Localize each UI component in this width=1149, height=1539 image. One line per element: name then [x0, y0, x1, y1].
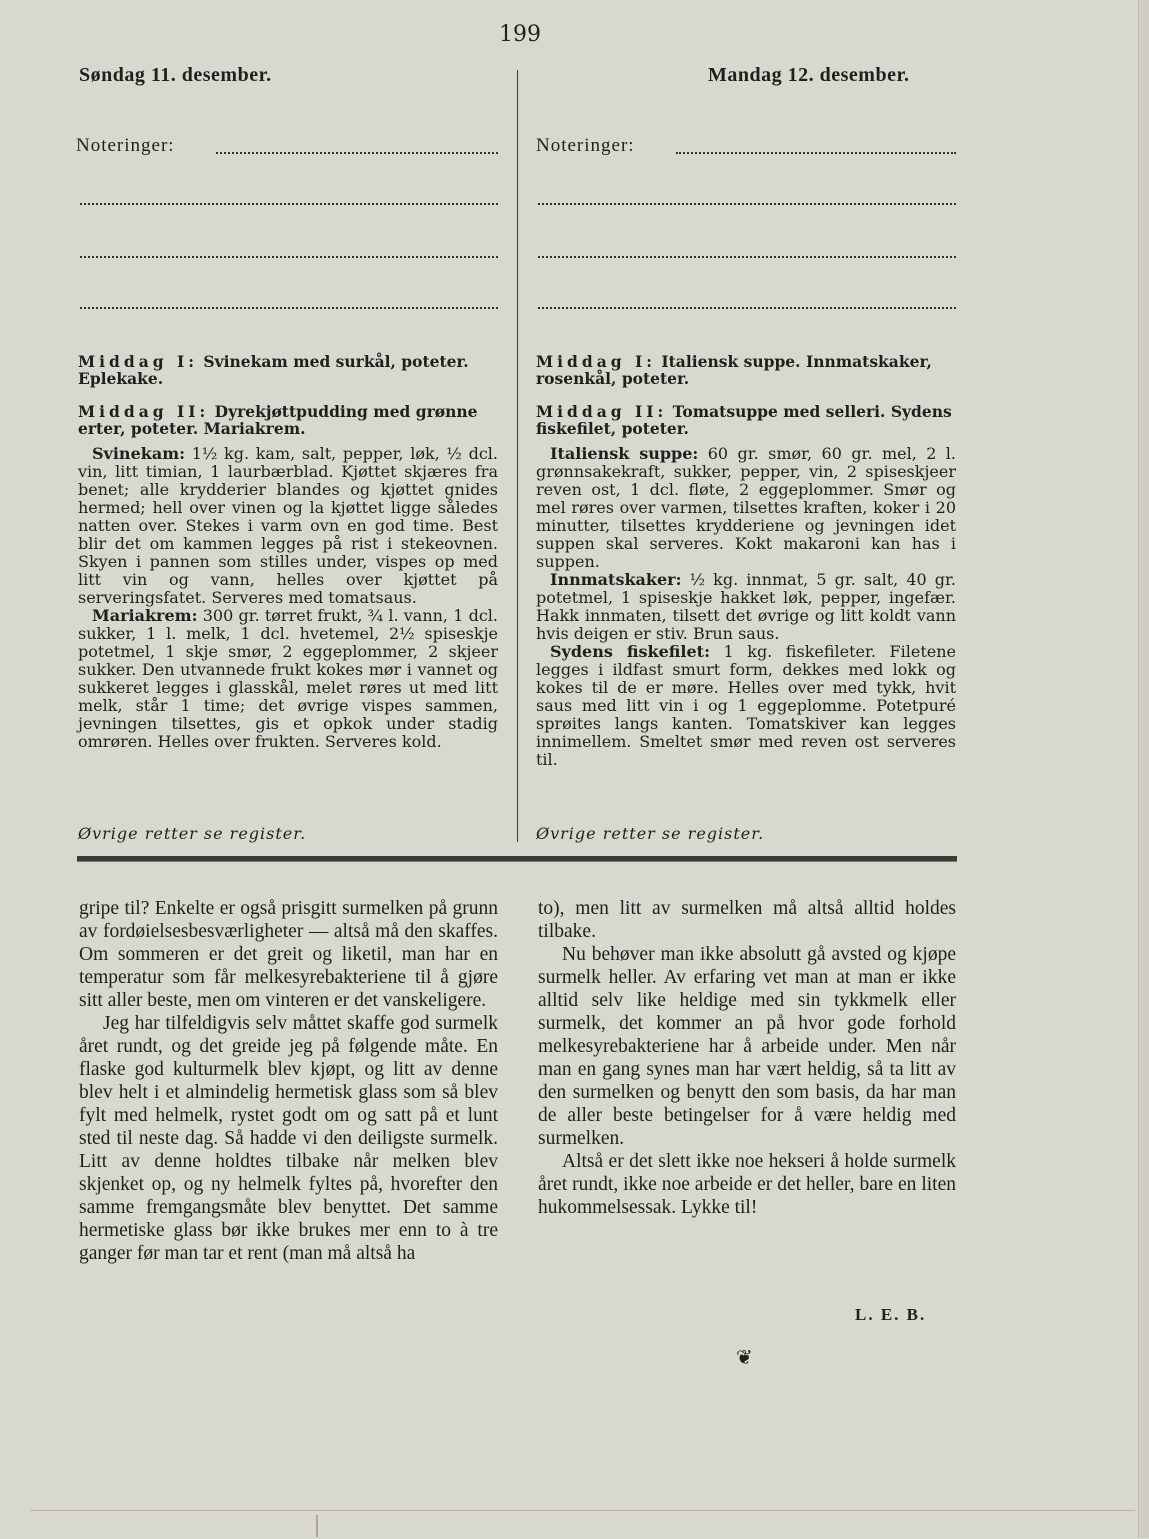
menu-left-1-text: Svinekam med surkål, poteter. Eplekake.: [78, 352, 469, 388]
notes-label-right: Noteringer:: [536, 135, 635, 156]
recipe-left-1-text: 1½ kg. kam, salt, pepper, løk, ½ dcl. vin, litt timian, 1 laurbærblad. Kjøttet skjæres fra benet; alle krydderier blandes og kjøttet gnides hermed; hell over vinen og la kjøttet ligge således natten over. Stekes i varm ovn en god time. Best blir det om kammen legges på rist i stekeovnen. Skyen i pannen som stilles under, vispes op med litt vin og vann, helles over kjøttet på serveringsfatet. Serveres med tomatsaus.: [78, 444, 498, 607]
day-title-right: Mandag 12. desember.: [708, 64, 910, 86]
menu-left-1-lead: Middag I:: [78, 352, 198, 371]
recipe-left-1: [78, 445, 498, 607]
menu-right-1-text: Italiensk suppe. Innmatskaker, rosenkål, poteter.: [536, 352, 932, 388]
recipe-right-3-text: 1 kg. fiskefileter. Filetene legges i ildfast smurt form, dekkes med lokk og kokes til de er møre. Helles over med tykk, hvit saus med litt vin i og 1 eggeplomme. Potetpuré sprøites langs kanten. Tomatskiver kan legges innimellem. Smeltet smør med reven ost serveres til.: [536, 642, 956, 769]
article-right-paragraph-3: Altså er det slett ikke noe hekseri å holde surmelk året rundt, ikke noe arbeide er det heller, bare en liten hukommelsessak. Lykke til!: [538, 1151, 956, 1218]
menu-left-2: [78, 403, 498, 437]
recipe-right-2: [536, 571, 956, 643]
other-dishes-right: Øvrige retter se register.: [536, 824, 765, 843]
article-column-right: [538, 897, 956, 1219]
bottom-strip: [30, 1510, 1135, 1539]
menu-right-1-lead: Middag I:: [536, 352, 656, 371]
recipe-right-1: [536, 445, 956, 571]
notes-line-left-1: [216, 152, 498, 154]
recipe-right-3-name: Sydens fiskefilet:: [550, 642, 710, 661]
notes-label-left: Noteringer:: [76, 135, 175, 156]
page-number: 199: [499, 22, 541, 47]
menu-left-2-text: Dyrekjøttpudding med grønne erter, poteter. Mariakrem.: [78, 402, 478, 438]
notes-line-left-4: [80, 307, 498, 309]
section-separator: [77, 856, 957, 862]
recipe-right-1-name: Italiensk suppe:: [550, 444, 699, 463]
recipe-left-1-name: Svinekam:: [92, 444, 186, 463]
notes-line-right-4: [538, 307, 956, 309]
notes-line-left-3: [80, 256, 498, 258]
article-left-paragraph-2: Jeg har tilfeldigvis selv måttet skaffe god surmelk året rundt, og det greide jeg på følgende måte. En flaske god kulturmelk blev kjøpt, og litt av denne blev helt i et almindelig hermetisk glass som så blev fylt med helmelk, rystet godt om og satt på et lunt sted til neste dag. Så hadde vi den deiligste surmelk. Litt av denne holdtes tilbake når melken blev skjenket op, og ny helmelk fyltes på, hvorefter den samme fremgangsmåte blev benyttet. Det samme hermetiske glass bør ikke brukes mer enn to à tre ganger før man tar et rent (man må altså ha: [79, 1013, 498, 1264]
recipe-right-2-text: ½ kg. innmat, 5 gr. salt, 40 gr. potetmel, 1 spiseskje hakket løk, pepper, ingefær. Hakk innmaten, tilsett det øvrige og litt koldt vann hvis deigen er stiv. Brun saus.: [536, 570, 956, 643]
recipe-left-2-text: 300 gr. tørret frukt, ¾ l. vann, 1 dcl. sukker, 1 l. melk, 1 dcl. hvetemel, 2½ spiseskje potetmel, 1 skje smør, 2 eggeplommer, 2 skjeer sukker. Den utvannede frukt kokes mør i vannet og sukkeret legges i glasskål, melet røres ut med litt melk, står 1 time; det øvrige vispes sammen, jevningen tilsettes, gis et opkok under stadig omrøren. Helles over frukten. Serveres kold.: [78, 606, 499, 751]
article-column-left: [79, 897, 498, 1265]
ornament-icon: ❦: [736, 1345, 753, 1369]
recipe-right-2-name: Innmatskaker:: [550, 570, 682, 589]
menu-left-2-lead: Middag II:: [78, 402, 210, 421]
menu-right-1: [536, 353, 956, 387]
menu-left-1: [78, 353, 498, 387]
article-right-paragraph-2: Nu behøver man ikke absolutt gå avsted og kjøpe surmelk heller. Av erfaring vet man at man er ikke alltid selv like heldige med sin tykkmelk eller surmelk, det kommer an på hvor gode forhold melkesyrebakteriene har å arbeide under. Men når man en gang synes man har vært heldig, så ta litt av den surmelken og benytt den som basis, da har man de aller beste betingelser for å være heldig med surmelken.: [538, 944, 956, 1149]
notes-line-right-3: [538, 256, 956, 258]
author-signature: L. E. B.: [855, 1305, 927, 1324]
page-edge: [1138, 0, 1149, 1538]
menu-right-2-lead: Middag II:: [536, 402, 668, 421]
bottom-tab-mark: [316, 1515, 318, 1537]
recipe-right-3: [536, 643, 956, 769]
day-title-left: Søndag 11. desember.: [79, 64, 272, 86]
recipes-left: [78, 445, 498, 751]
article-left-paragraph-1: gripe til? Enkelte er også prisgitt surmelken på grunn av fordøielsesbesværligheter — altså må den skaffes. Om sommeren er det greit og liketil, man har en temperatur som får melkesyrebakteriene til å gjøre sitt aller beste, men om vinteren er det vanskeligere.: [79, 898, 498, 1011]
recipe-right-1-text: 60 gr. smør, 60 gr. mel, 2 l. grønnsakekraft, sukker, pepper, vin, 2 spiseskjeer reven ost, 1 dcl. fløte, 2 eggeplommer. Smør og mel røres over varmen, tilsettes kraften, koker i 20 minutter, tilsettes krydderiene og jevningen idet suppen skal serveres. Kokt makaroni kan has i suppen.: [536, 444, 956, 571]
recipe-left-2-name: Mariakrem:: [92, 606, 198, 625]
recipe-left-2: [78, 607, 498, 751]
notes-line-left-2: [80, 203, 498, 205]
column-divider: [517, 70, 518, 842]
article-right-paragraph-1: to), men litt av surmelken må altså alltid holdes tilbake.: [538, 898, 956, 942]
other-dishes-left: Øvrige retter se register.: [78, 824, 307, 843]
notes-line-right-2: [538, 203, 956, 205]
recipes-right: [536, 445, 956, 769]
menu-right-2-text: Tomatsuppe med selleri. Sydens fiskefilet, poteter.: [536, 402, 952, 438]
notes-line-right-1: [676, 152, 956, 154]
menu-right-2: [536, 403, 956, 437]
